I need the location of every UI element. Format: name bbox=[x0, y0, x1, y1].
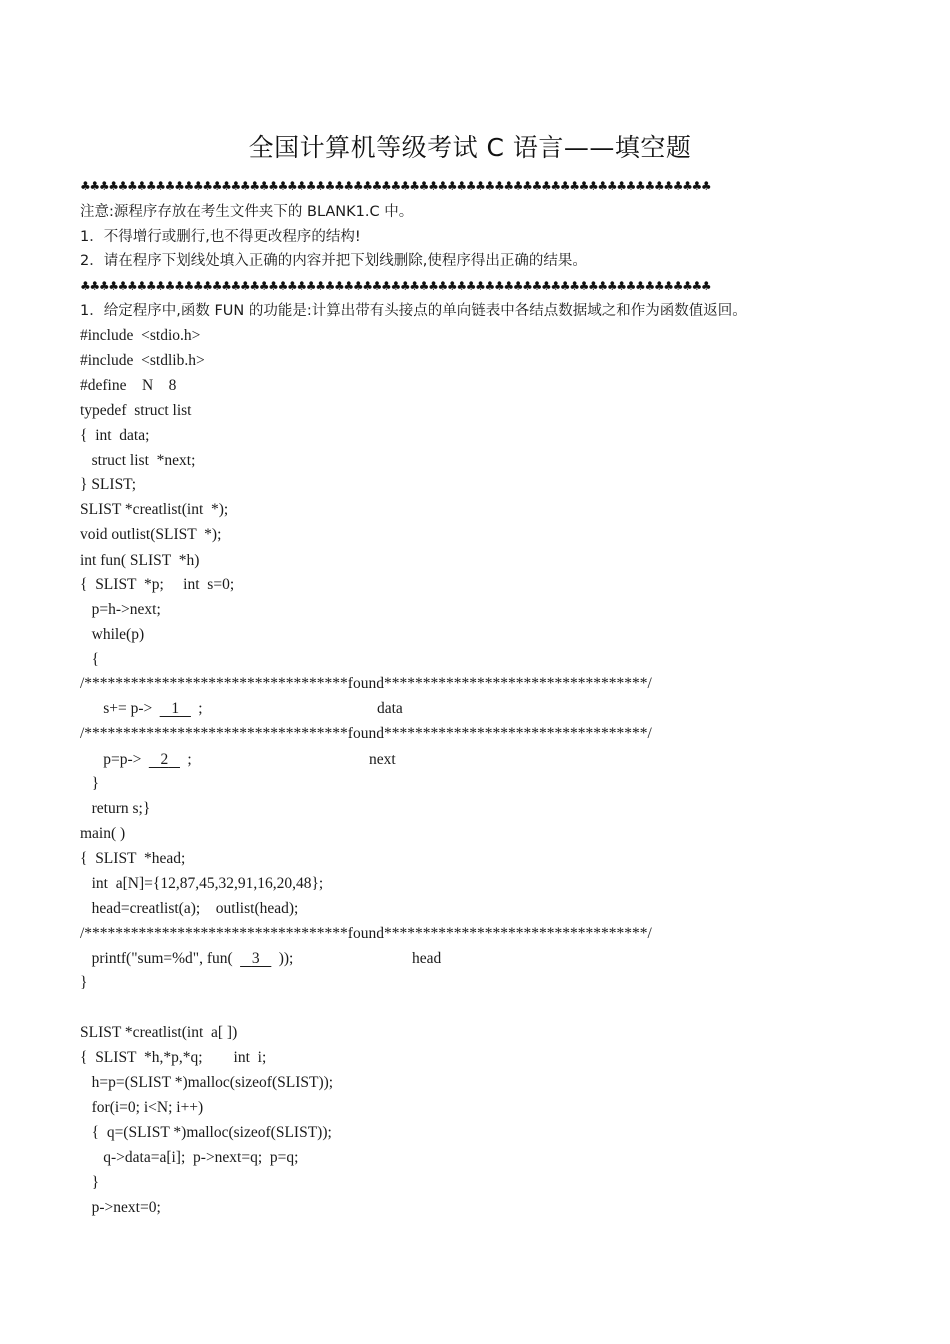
rule-line-2: 2．请在程序下划线处填入正确的内容并把下划线删除,使程序得出正确的结果。 bbox=[80, 253, 587, 269]
code-text: s+= p-> bbox=[80, 700, 153, 717]
code-line-blank-2 bbox=[80, 747, 192, 772]
code-text: printf("sum=%d", fun( bbox=[80, 950, 233, 967]
answer-1: data bbox=[377, 700, 403, 717]
code-line: void outlist(SLIST *); bbox=[80, 526, 222, 543]
code-line: { SLIST *head; bbox=[80, 850, 186, 867]
found-marker: /**********************************found**********************************/ bbox=[80, 925, 652, 942]
answer-2: next bbox=[369, 751, 396, 768]
found-marker: /**********************************found**********************************/ bbox=[80, 725, 652, 742]
code-line: while(p) bbox=[80, 626, 145, 643]
blank-1: 1 bbox=[171, 700, 180, 717]
code-line: } bbox=[80, 775, 100, 792]
code-line: SLIST *creatlist(int *); bbox=[80, 501, 229, 518]
code-line: { SLIST *p; int s=0; bbox=[80, 576, 235, 593]
code-line-blank-3 bbox=[80, 946, 293, 971]
code-line: for(i=0; i<N; i++) bbox=[80, 1099, 204, 1116]
found-marker: /**********************************found**********************************/ bbox=[80, 675, 652, 692]
question-text: 1．给定程序中,函数 FUN 的功能是:计算出带有头接点的单向链表中各结点数据域之和作为函数值返回。 bbox=[80, 303, 747, 319]
code-line: p=h->next; bbox=[80, 601, 161, 618]
code-line: { q=(SLIST *)malloc(sizeof(SLIST)); bbox=[80, 1124, 332, 1141]
note-line: 注意:源程序存放在考生文件夹下的 BLANK1.C 中。 bbox=[80, 204, 414, 220]
code-line: h=p=(SLIST *)malloc(sizeof(SLIST)); bbox=[80, 1074, 334, 1091]
code-line: SLIST *creatlist(int a[ ]) bbox=[80, 1024, 238, 1041]
code-line: p->next=0; bbox=[80, 1199, 161, 1216]
code-text: ; bbox=[198, 700, 203, 717]
code-line: head=creatlist(a); outlist(head); bbox=[80, 900, 299, 917]
code-line: { bbox=[80, 651, 100, 668]
code-line: main( ) bbox=[80, 825, 126, 842]
answer-3: head bbox=[412, 950, 442, 967]
code-line: #include <stdio.h> bbox=[80, 327, 201, 344]
rule-line-1: 1．不得增行或删行,也不得更改程序的结构! bbox=[80, 229, 361, 245]
code-line: int fun( SLIST *h) bbox=[80, 552, 200, 569]
page-title: 全国计算机等级考试 C 语言——填空题 bbox=[248, 133, 692, 162]
code-line: q->data=a[i]; p->next=q; p=q; bbox=[80, 1149, 299, 1166]
code-line: } SLIST; bbox=[80, 476, 137, 493]
code-line: struct list *next; bbox=[80, 452, 196, 469]
blank-2: 2 bbox=[160, 751, 169, 768]
separator-bottom: ♣♣♣♣♣♣♣♣♣♣♣♣♣♣♣♣♣♣♣♣♣♣♣♣♣♣♣♣♣♣♣♣♣♣♣♣♣♣♣♣♣♣♣♣♣♣♣♣♣♣♣♣♣♣♣♣♣♣♣♣♣♣♣♣♣♣♣ bbox=[80, 279, 711, 293]
code-text: p=p-> bbox=[80, 751, 142, 768]
code-line: int a[N]={12,87,45,32,91,16,20,48}; bbox=[80, 875, 324, 892]
code-line: } bbox=[80, 1174, 100, 1191]
code-text: )); bbox=[278, 950, 294, 967]
code-line: return s;} bbox=[80, 800, 151, 817]
code-line: { SLIST *h,*p,*q; int i; bbox=[80, 1049, 267, 1066]
code-line: { int data; bbox=[80, 427, 150, 444]
separator-top: ♣♣♣♣♣♣♣♣♣♣♣♣♣♣♣♣♣♣♣♣♣♣♣♣♣♣♣♣♣♣♣♣♣♣♣♣♣♣♣♣♣♣♣♣♣♣♣♣♣♣♣♣♣♣♣♣♣♣♣♣♣♣♣♣♣♣♣ bbox=[80, 179, 711, 193]
code-line: #include <stdlib.h> bbox=[80, 352, 205, 369]
code-line: #define N 8 bbox=[80, 377, 177, 394]
blank-3: 3 bbox=[251, 950, 260, 967]
code-line-blank-1 bbox=[80, 696, 203, 721]
code-line: typedef struct list bbox=[80, 402, 192, 419]
code-text: ; bbox=[187, 751, 192, 768]
code-line: } bbox=[80, 974, 88, 991]
